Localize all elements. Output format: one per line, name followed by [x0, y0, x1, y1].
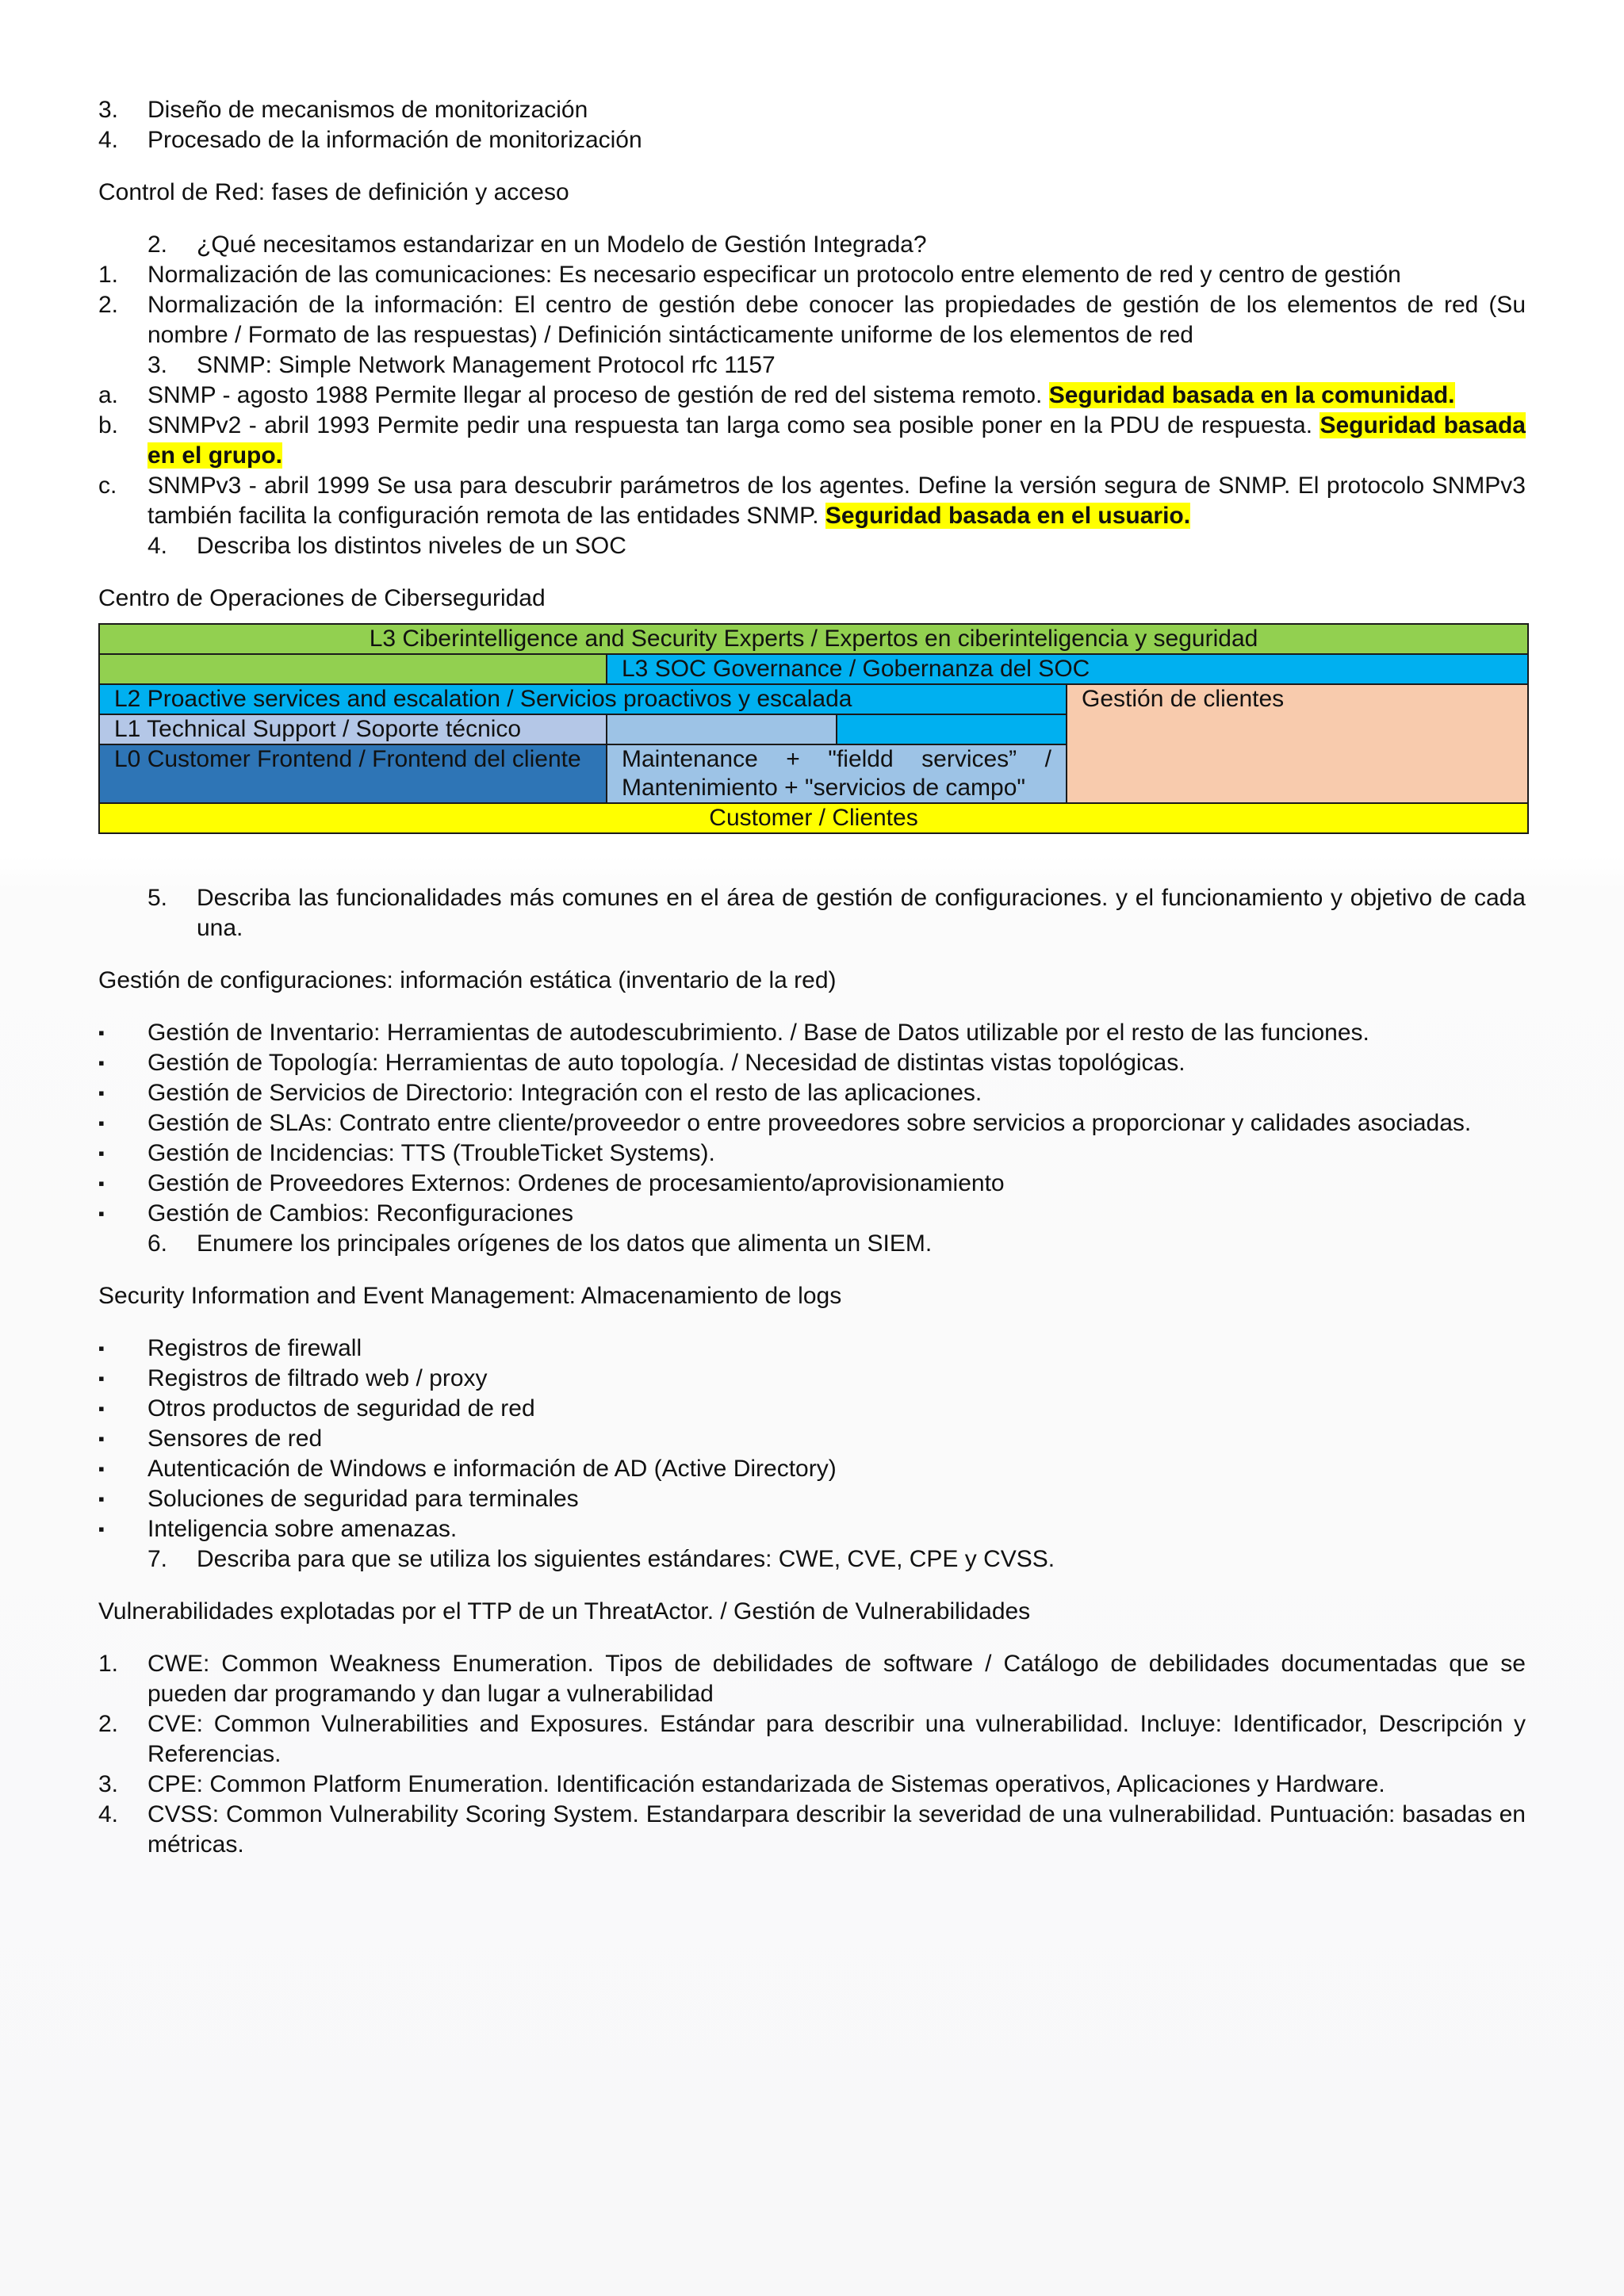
bullet-item: ▪ Registros de filtrado web / proxy — [98, 1364, 1526, 1394]
list-item: 1. CWE: Common Weakness Enumeration. Tipos de debilidades de software / Catálogo de debilidades documentadas que se pueden dar programando y dan lugar a vulnerabilidad — [98, 1651, 1526, 1707]
soc-cell-gestion-clientes: Gestión de clientes — [1067, 684, 1528, 803]
soc-cell-empty — [607, 714, 837, 744]
bullet-item: ▪ Otros productos de seguridad de red — [98, 1394, 1526, 1424]
bullet-item: ▪ Gestión de SLAs: Contrato entre cliente/proveedor o entre proveedores sobre servicios a proporcionar y calidades asociadas. — [98, 1108, 1526, 1138]
bullet-item: ▪ Gestión de Cambios: Reconfiguraciones — [98, 1199, 1526, 1229]
highlight: Seguridad basada en la comunidad. — [1048, 382, 1455, 408]
document-content — [98, 95, 1526, 1860]
bullet-item: ▪ Gestión de Inventario: Herramientas de autodescubrimiento. / Base de Datos utilizable por el resto de las funciones. — [98, 1018, 1526, 1048]
bullet-icon: ▪ — [98, 1399, 105, 1418]
soc-cell-l2: L2 Proactive services and escalation / Servicios proactivos y escalada — [99, 684, 1067, 714]
question-4: 4. Describa los distintos niveles de un SOC — [147, 533, 626, 559]
list-item: 2. Normalización de la información: El centro de gestión debe conocer las propiedades de gestión de los elementos de red (Su nombre / Formato de las respuestas) / Definición sintácticamente uniforme de los elementos de red — [98, 292, 1526, 348]
bullet-icon: ▪ — [98, 1083, 105, 1103]
bullet-icon: ▪ — [98, 1053, 105, 1073]
list-item: 3. Diseño de mecanismos de monitorización — [98, 97, 588, 123]
soc-cell-l3-ciber: L3 Ciberintelligence and Security Experts / Expertos en ciberinteligencia y seguridad — [99, 624, 1528, 654]
bullet-item: ▪ Inteligencia sobre amenazas. — [98, 1514, 1526, 1544]
bullet-icon: ▪ — [98, 1023, 105, 1043]
bullet-icon: ▪ — [98, 1113, 105, 1133]
list-item: a. SNMP - agosto 1988 Permite llegar al proceso de gestión de red del sistema remoto. Seguridad basada en la comunidad. — [98, 382, 1455, 408]
bullet-icon: ▪ — [98, 1368, 105, 1388]
bullet-icon: ▪ — [98, 1489, 105, 1509]
question-6: 6. Enumere los principales orígenes de los datos que alimenta un SIEM. — [147, 1230, 933, 1257]
bullet-item: ▪ Gestión de Servicios de Directorio: Integración con el resto de las aplicaciones. — [98, 1078, 1526, 1108]
bullet-item: ▪ Soluciones de seguridad para terminales — [98, 1484, 1526, 1514]
soc-cell-empty — [837, 714, 1067, 744]
bullet-icon: ▪ — [98, 1338, 105, 1358]
section-heading-config: Gestión de configuraciones: información estática (inventario de la red) — [98, 967, 837, 993]
list-item: c. SNMPv3 - abril 1999 Se usa para descubrir parámetros de los agentes. Define la versión segura de SNMP. El protocolo SNMPv3 también facilita la configuración remota de las entidades SNMP. Seguridad basada en el usuario. — [98, 473, 1526, 529]
question-3: 3. SNMP: Simple Network Management Protocol rfc 1157 — [147, 352, 776, 378]
soc-levels-table — [98, 623, 1529, 834]
list-item: b. SNMPv2 - abril 1993 Permite pedir una respuesta tan larga como sea posible poner en la PDU de respuesta. Seguridad basada en el grupo. — [98, 412, 1526, 469]
list-item: 3. CPE: Common Platform Enumeration. Identificación estandarizada de Sistemas operativos, Aplicaciones y Hardware. — [98, 1771, 1385, 1797]
soc-cell-l3-gov: L3 SOC Governance / Gobernanza del SOC — [607, 654, 1528, 684]
list-item: 4. CVSS: Common Vulnerability Scoring System. Estandarpara describir la severidad de una vulnerabilidad. Puntuación: basadas en métricas. — [98, 1801, 1526, 1858]
bullet-icon: ▪ — [98, 1203, 105, 1223]
question-2: 2. ¿Qué necesitamos estandarizar en un Modelo de Gestión Integrada? — [147, 232, 927, 258]
bullet-item: ▪ Registros de firewall — [98, 1334, 1526, 1364]
bullet-item: ▪ Gestión de Topología: Herramientas de auto topología. / Necesidad de distintas vistas topológicas. — [98, 1048, 1526, 1078]
section-heading-soc: Centro de Operaciones de Ciberseguridad — [98, 585, 546, 611]
section-heading-control-red: Control de Red: fases de definición y acceso — [98, 179, 569, 205]
question-7: 7. Describa para que se utiliza los siguientes estándares: CWE, CVE, CPE y CVSS. — [147, 1546, 1055, 1572]
bullet-icon: ▪ — [98, 1429, 105, 1448]
bullet-item: ▪ Gestión de Proveedores Externos: Ordenes de procesamiento/aprovisionamiento — [98, 1169, 1526, 1199]
list-item: 4. Procesado de la información de monitorización — [98, 127, 642, 153]
question-5: 5. Describa las funcionalidades más comunes en el área de gestión de configuraciones. y el funcionamiento y objetivo de cada una. — [147, 885, 1526, 941]
soc-cell-customer: Customer / Clientes — [99, 803, 1528, 833]
list-item: 2. CVE: Common Vulnerabilities and Exposures. Estándar para describir una vulnerabilidad. Incluye: Identificador, Descripción y Referencias. — [98, 1711, 1526, 1767]
soc-cell-empty — [99, 654, 607, 684]
soc-cell-l0: L0 Customer Frontend / Frontend del cliente — [99, 744, 607, 803]
section-heading-vuln: Vulnerabilidades explotadas por el TTP de un ThreatActor. / Gestión de Vulnerabilidades — [98, 1598, 1031, 1624]
bullet-icon: ▪ — [98, 1143, 105, 1163]
highlight: Seguridad basada en el usuario. — [825, 503, 1191, 529]
bullet-item: ▪ Autenticación de Windows e información de AD (Active Directory) — [98, 1454, 1526, 1484]
bullet-icon: ▪ — [98, 1173, 105, 1193]
list-item: 1. Normalización de las comunicaciones: Es necesario especificar un protocolo entre elemento de red y centro de gestión — [98, 262, 1401, 288]
soc-cell-maintenance: Maintenance + "fieldd services” / Mantenimiento + "servicios de campo" — [607, 744, 1067, 803]
highlight: Seguridad basada en el grupo. — [147, 412, 1526, 469]
bullet-icon: ▪ — [98, 1459, 105, 1479]
soc-cell-l1: L1 Technical Support / Soporte técnico — [99, 714, 607, 744]
section-heading-siem: Security Information and Event Management: Almacenamiento de logs — [98, 1283, 842, 1309]
bullet-item: ▪ Sensores de red — [98, 1424, 1526, 1454]
bullet-item: ▪ Gestión de Incidencias: TTS (TroubleTicket Systems). — [98, 1138, 1526, 1169]
bullet-icon: ▪ — [98, 1519, 105, 1539]
